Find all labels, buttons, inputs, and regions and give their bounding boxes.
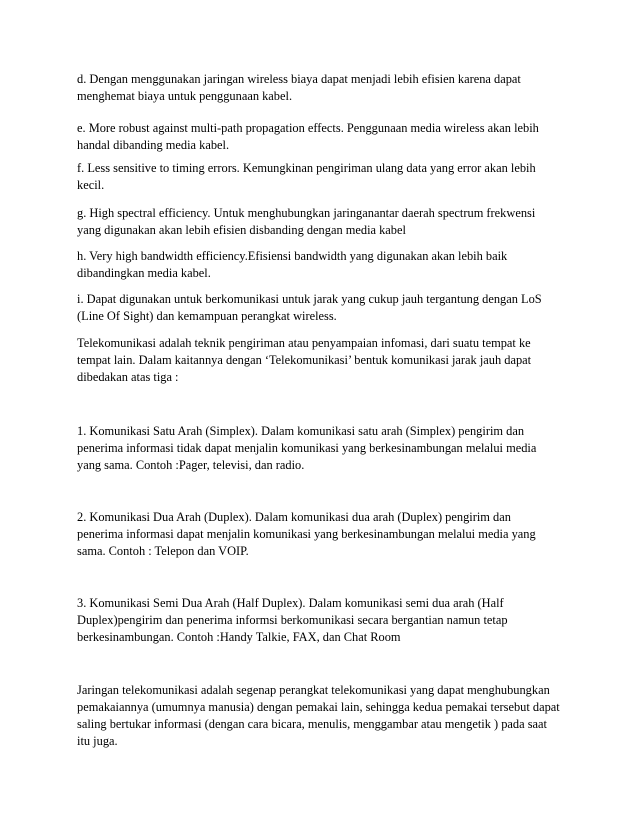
paragraph-line: handal dibanding media kabel. (77, 138, 230, 152)
paragraph-line: yang digunakan akan lebih efisien disbanding dengan media kabel (77, 223, 406, 237)
paragraph-line: tempat lain. Dalam kaitannya dengan ‘Telekomunikasi’ bentuk komunikasi jarak jauh dapat (77, 353, 532, 367)
paragraph-g (77, 205, 567, 239)
paragraph-e (77, 120, 567, 154)
paragraph-line: dibedakan atas tiga : (77, 370, 179, 384)
paragraph-line: i. Dapat digunakan untuk berkomunikasi untuk jarak yang cukup jauh tergantung dengan LoS (77, 292, 542, 306)
paragraph-duplex (77, 509, 567, 560)
paragraph-line: yang sama. Contoh :Pager, televisi, dan radio. (77, 458, 305, 472)
paragraph-telekomunikasi (77, 335, 567, 386)
paragraph-line: Jaringan telekomunikasi adalah segenap perangkat telekomunikasi yang dapat menghubungkan (77, 683, 550, 697)
paragraph-line: d. Dengan menggunakan jaringan wireless biaya dapat menjadi lebih efisien karena dapat (77, 72, 521, 86)
paragraph-line: berkesinambungan. Contoh :Handy Talkie, FAX, dan Chat Room (77, 630, 401, 644)
paragraph-line: e. More robust against multi-path propagation effects. Penggunaan media wireless akan lebih (77, 121, 539, 135)
paragraph-d (77, 71, 567, 105)
paragraph-jaringan (77, 682, 567, 750)
paragraph-line: Telekomunikasi adalah teknik pengiriman atau penyampaian infomasi, dari suatu tempat ke (77, 336, 531, 350)
paragraph-line: f. Less sensitive to timing errors. Kemungkinan pengiriman ulang data yang error akan lebih (77, 161, 536, 175)
paragraph-f (77, 160, 567, 194)
paragraph-line: itu juga. (77, 734, 118, 748)
paragraph-line: menghemat biaya untuk penggunaan kabel. (77, 89, 293, 103)
paragraph-line: kecil. (77, 178, 105, 192)
paragraph-line: h. Very high bandwidth efficiency.Efisiensi bandwidth yang digunakan akan lebih baik (77, 249, 508, 263)
paragraph-line: 3. Komunikasi Semi Dua Arah (Half Duplex). Dalam komunikasi semi dua arah (Half (77, 596, 504, 610)
paragraph-line: 1. Komunikasi Satu Arah (Simplex). Dalam komunikasi satu arah (Simplex) pengirim dan (77, 424, 525, 438)
paragraph-line: penerima informasi tidak dapat menjalin komunikasi yang berkesinambungan melalui media (77, 441, 537, 455)
paragraph-line: (Line Of Sight) dan kemampuan perangkat wireless. (77, 309, 337, 323)
paragraph-line: 2. Komunikasi Dua Arah (Duplex). Dalam komunikasi dua arah (Duplex) pengirim dan (77, 510, 511, 524)
paragraph-line: g. High spectral efficiency. Untuk menghubungkan jaringanantar daerah spectrum frekwensi (77, 206, 536, 220)
paragraph-i (77, 291, 567, 325)
paragraph-line: penerima informasi dapat menjalin komunikasi yang berkesinambungan melalui media yang (77, 527, 536, 541)
paragraph-line: dibandingkan media kabel. (77, 266, 211, 280)
paragraph-simplex (77, 423, 567, 474)
paragraph-line: sama. Contoh : Telepon dan VOIP. (77, 544, 249, 558)
paragraph-h (77, 248, 567, 282)
paragraph-line: Duplex)pengirim dan penerima informsi berkomunikasi secara bergantian namun tetap (77, 613, 508, 627)
paragraph-line: pemakaiannya (umumnya manusia) dengan pemakai lain, sehingga kedua pemakai tersebut dapat (77, 700, 560, 714)
paragraph-line: saling bertukar informasi (dengan cara bicara, menulis, menggambar atau mengetik ) pada saat (77, 717, 547, 731)
paragraph-half-duplex (77, 595, 567, 646)
